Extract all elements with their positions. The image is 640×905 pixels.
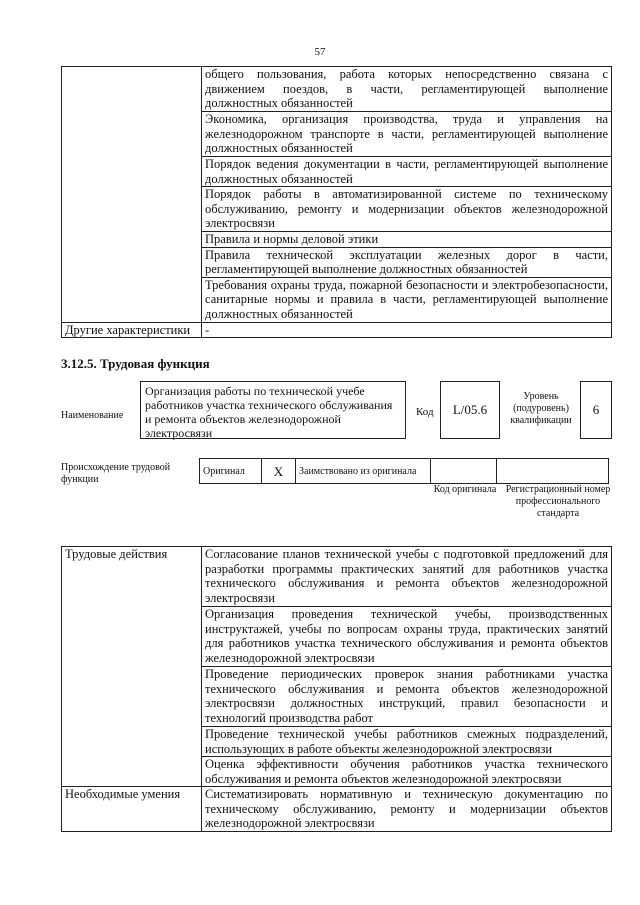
table-cell: Организация проведения технической учебы, производственных инструктажей, учебы по вопросам охраны труда, практических занятий для работников участка технического обслуживания и ремонта объектов железнодорожной электросвязи <box>202 607 612 667</box>
table-cell: Согласование планов технической учебы с подготовкой предложений для разработки программы практических занятий для работников участка технического обслуживания и ремонта объектов железнодорожной электросвязи <box>202 547 612 607</box>
code-label: Код <box>416 406 434 418</box>
table-cell: Требования охраны труда, пожарной безопасности и электробезопасности, санитарные нормы и правила в части, регламентирующей выполнение должностных обязанностей <box>202 277 612 322</box>
table-cell: общего пользования, работа которых непосредственно связана с движением поездов, в части, регламентирующей выполнение должностных обязанностей <box>202 67 612 112</box>
original-label: Оригинал <box>200 459 262 484</box>
table-cell: Оценка эффективности обучения работников участка технического обслуживания и ремонта объектов железнодорожной электросвязи <box>202 757 612 787</box>
table-cell: Правила и нормы деловой этики <box>202 232 612 248</box>
name-label: Наименование <box>61 410 124 421</box>
original-mark: X <box>262 459 296 484</box>
code-caption: Код оригинала <box>433 484 497 495</box>
table-row <box>62 322 612 338</box>
function-name-box: Организация работы по технической учебе работников участка технического обслуживания и ремонта объектов железнодорожной электросвязи <box>140 381 406 439</box>
table-cell: Порядок работы в автоматизированной системе по техническому обслуживанию, ремонту и модернизации объектов железнодорожной электросвязи <box>202 187 612 232</box>
table-cell: Проведение периодических проверок знания работниками участка технического обслуживания и ремонта объектов железнодорожной электросвязи должностных инструкций, правил безопасности и технологий производства работ <box>202 667 612 727</box>
borrowed-label: Заимствовано из оригинала <box>296 459 431 484</box>
work-table <box>61 546 612 832</box>
other-characteristics-label: Другие характеристики <box>62 322 202 338</box>
level-box: 6 <box>580 381 612 439</box>
other-characteristics-value: - <box>202 322 612 338</box>
section-title: 3.12.5. Трудовая функция <box>61 356 210 371</box>
origin-label: Происхождение трудовой функции <box>61 462 171 485</box>
table-cell: Порядок ведения документации в части, регламентирующей выполнение должностных обязанностей <box>202 157 612 187</box>
knowledge-label-cell <box>62 67 202 323</box>
registration-caption: Регистрационный номер профессионального стандарта <box>505 484 611 519</box>
function-code-box: L/05.6 <box>440 381 500 439</box>
skills-label: Необходимые умения <box>62 787 202 832</box>
knowledge-table <box>61 66 612 338</box>
table-row <box>62 787 612 832</box>
actions-label: Трудовые действия <box>62 547 202 787</box>
level-label: Уровень (подуровень) квалификации <box>510 391 572 426</box>
registration-number-cell <box>497 459 609 484</box>
table-row <box>62 67 612 112</box>
table-cell: Проведение технической учебы работников смежных подразделений, использующих в работе объекты железнодорожной электросвязи <box>202 727 612 757</box>
original-code-cell <box>431 459 497 484</box>
table-row <box>62 547 612 607</box>
origin-table <box>199 458 609 484</box>
table-cell: Систематизировать нормативную и техническую документацию по техническому обслуживанию, ремонту и модернизации объектов железнодорожной электросвязи <box>202 787 612 832</box>
table-cell: Экономика, организация производства, труда и управления на железнодорожном транспорте в части, регламентирующей выполнение должностных обязанностей <box>202 112 612 157</box>
table-row <box>200 459 609 484</box>
table-cell: Правила технической эксплуатации железных дорог в части, регламентирующей выполнение должностных обязанностей <box>202 247 612 277</box>
page-number: 57 <box>314 46 326 58</box>
